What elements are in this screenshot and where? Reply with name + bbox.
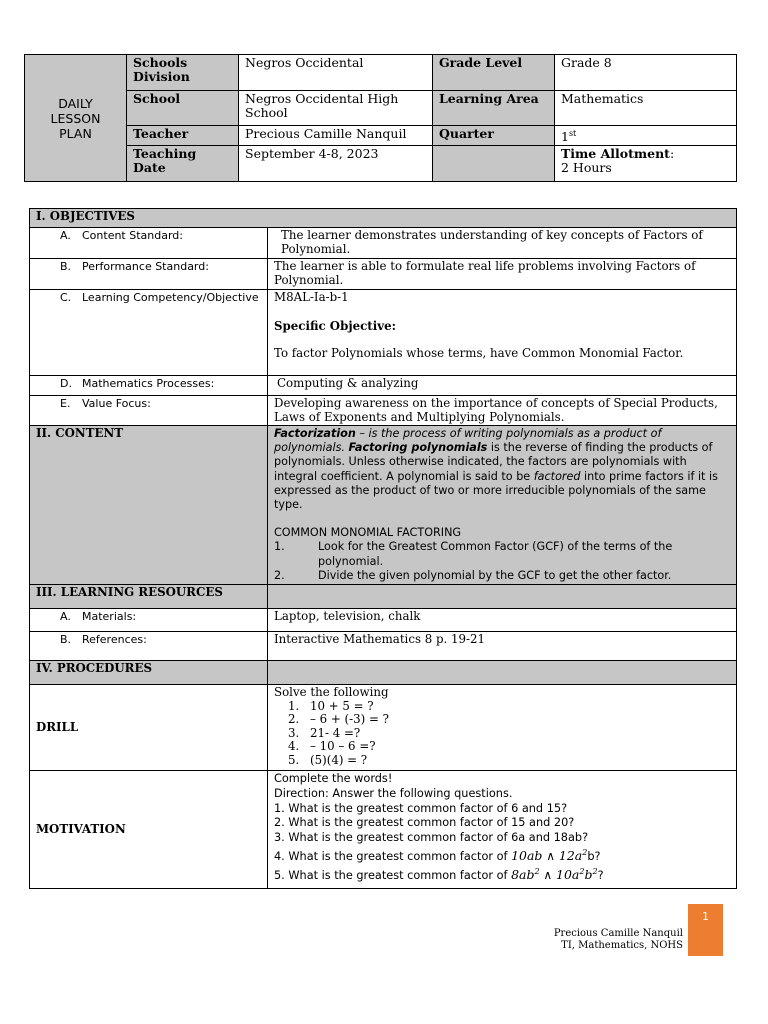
schools-division-label: Schools Division [127, 55, 239, 91]
learning-area-value: Mathematics [555, 91, 737, 126]
list-item: 4. – 10 – 6 =? [288, 739, 376, 754]
teacher-value: Precious Camille Nanquil [239, 126, 433, 146]
specific-objective-value: To factor Polynomials whose terms, have Common Monomial Factor. [274, 346, 684, 360]
lesson-table [29, 208, 737, 889]
motivation-body [268, 771, 737, 889]
list-item: 2. – 6 + (-3) = ? [288, 712, 389, 727]
header-table [24, 54, 737, 182]
page-number: 1 [688, 904, 723, 956]
competency-label: C. Learning Competency/Objective [30, 290, 268, 376]
empty-cell [433, 146, 555, 182]
list-item: 2. Divide the given polynomial by the GCF to get the other factor. [274, 568, 672, 582]
schools-division-value: Negros Occidental [239, 55, 433, 91]
drill-intro: Solve the following [274, 685, 389, 700]
specific-objective-label: Specific Objective: [274, 318, 396, 333]
footer [540, 928, 683, 952]
question-1: 1. What is the greatest common factor of 6 and 15? [274, 801, 568, 815]
list-item: 3. 21- 4 =? [288, 725, 361, 740]
drill-list [274, 700, 730, 768]
school-value: Negros Occidental High School [239, 91, 433, 126]
content-body [268, 426, 737, 585]
footer-position: TI, Mathematics, NOHS [561, 940, 683, 951]
teaching-date-value: September 4-8, 2023 [239, 146, 433, 182]
content-standard-label: A. Content Standard: [30, 228, 268, 259]
question-5: 5. What is the greatest common factor of $8ab^2$ ∧ $10a^2b^2$? [274, 866, 604, 883]
quarter-label: Quarter [433, 126, 555, 146]
empty-cell [268, 585, 737, 609]
footer-name: Precious Camille Nanquil [553, 928, 683, 939]
motivation-label: MOTIVATION [30, 771, 268, 889]
teacher-label: Teacher [127, 126, 239, 146]
dlp-title: DAILY LESSON PLAN [25, 55, 127, 182]
performance-standard-label: B. Performance Standard: [30, 259, 268, 290]
list-item: 5. (5)(4) = ? [288, 752, 368, 767]
materials-value: Laptop, television, chalk [268, 609, 737, 632]
list-item: 1. 10 + 5 = ? [288, 698, 374, 713]
question-2: 2. What is the greatest common factor of 15 and 20? [274, 816, 575, 830]
time-allotment: Time Allotment: 2 Hours [555, 146, 737, 182]
performance-standard-value: The learner is able to formulate real life problems involving Factors of Polynomial. [268, 259, 737, 290]
quarter-value: 1st [555, 126, 737, 146]
question-3: 3. What is the greatest common factor of 6a and 18ab? [274, 831, 589, 845]
references-label: B. References: [30, 632, 268, 661]
competency-code: M8AL-Ia-b-1 [274, 290, 349, 304]
processes-value: Computing & analyzing [268, 376, 737, 396]
resources-heading: III. LEARNING RESOURCES [30, 585, 268, 609]
cmf-steps [274, 540, 730, 583]
value-focus-label: E. Value Focus: [30, 396, 268, 426]
processes-label: D. Mathematics Processes: [30, 376, 268, 396]
question-4: 4. What is the greatest common factor of 10ab ∧ $12a^2b$? [274, 848, 601, 864]
learning-area-label: Learning Area [433, 91, 555, 126]
motivation-direction: Direction: Answer the following questions. [274, 786, 513, 800]
content-paragraph: Factorization – is the process of writing polynomials as a product of polynomials. Factoring polynomials is the reverse of finding the products of polynomials. Unless otherwise indicated, the factors are polynomials with integral coefficient. A polynomial is said to be factored into prime factors if it is expressed as the product of two or more irreducible polynomials of the same type. [274, 427, 718, 512]
list-item: 1. Look for the Greatest Common Factor (GCF) of the terms of the polynomial. [274, 540, 673, 568]
drill-body [268, 685, 737, 771]
empty-cell [268, 661, 737, 685]
drill-label: DRILL [30, 685, 268, 771]
competency-value [268, 290, 737, 376]
content-heading: II. CONTENT [30, 426, 268, 585]
content-standard-value: The learner demonstrates understanding of key concepts of Factors of Polynomial. [268, 228, 737, 259]
objectives-heading: I. OBJECTIVES [30, 209, 737, 228]
value-focus-value: Developing awareness on the importance of concepts of Special Products, Laws of Exponents and Multiplying Polynomials. [268, 396, 737, 426]
references-value: Interactive Mathematics 8 p. 19-21 [268, 632, 737, 661]
teaching-date-label: Teaching Date [127, 146, 239, 182]
school-label: School [127, 91, 239, 126]
grade-level-value: Grade 8 [555, 55, 737, 91]
cmf-heading: COMMON MONOMIAL FACTORING [274, 526, 462, 540]
procedures-heading: IV. PROCEDURES [30, 661, 268, 685]
motivation-title: Complete the words! [274, 772, 393, 786]
materials-label: A. Materials: [30, 609, 268, 632]
grade-level-label: Grade Level [433, 55, 555, 91]
